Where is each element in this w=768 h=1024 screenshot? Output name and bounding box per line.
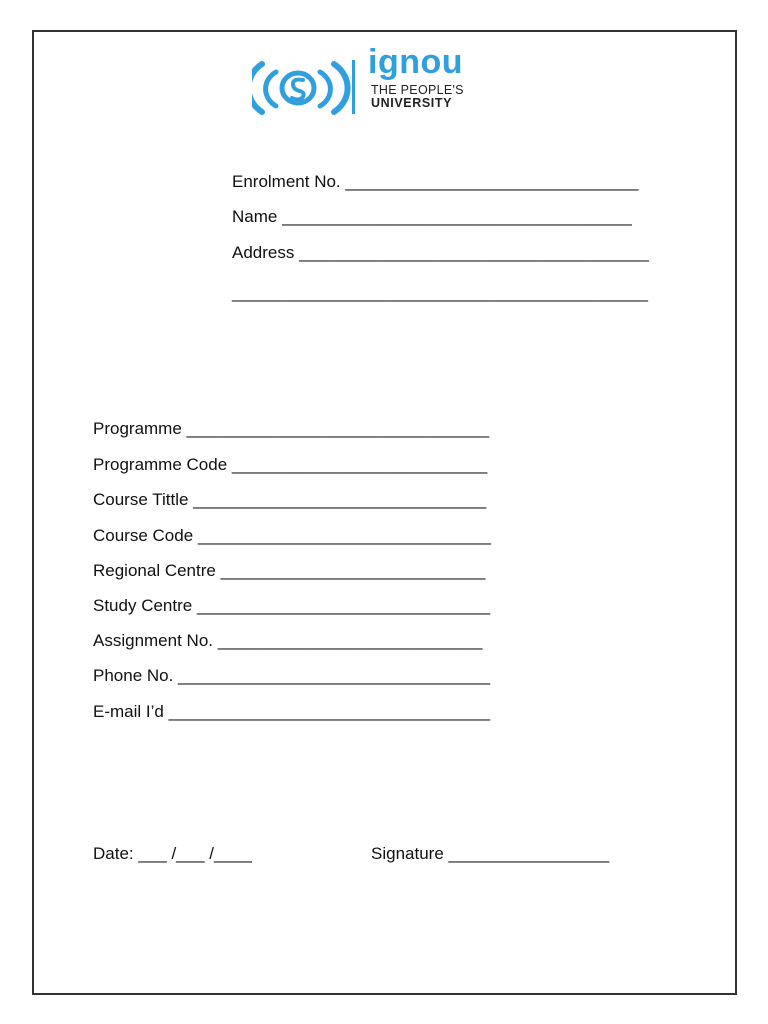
logo-wordmark: ignou	[368, 43, 464, 81]
signature-field[interactable]: Signature _________________	[371, 844, 610, 863]
regional-centre-field[interactable]: Regional Centre ____________________________	[93, 561, 486, 580]
logo-tagline-university: UNIVERSITY	[371, 96, 453, 110]
assignment-no-field[interactable]: Assignment No. ____________________________	[93, 631, 483, 650]
ignou-logo	[252, 43, 494, 130]
name-field[interactable]: Name _____________________________________	[232, 207, 632, 226]
phone-no-field[interactable]: Phone No. _________________________________	[93, 666, 491, 685]
programme-code-field[interactable]: Programme Code ___________________________	[93, 455, 488, 474]
address-field[interactable]: Address _____________________________________	[232, 243, 649, 262]
logo-tagline-peoples: THE PEOPLE'S	[371, 83, 464, 97]
study-centre-field[interactable]: Study Centre _______________________________	[93, 596, 491, 615]
course-title-field[interactable]: Course Tittle _______________________________	[93, 490, 487, 509]
programme-field[interactable]: Programme ________________________________	[93, 419, 490, 438]
address-continuation-field[interactable]: ____________________________________________	[232, 283, 649, 302]
ignou-emblem-icon	[252, 50, 360, 130]
email-id-field[interactable]: E-mail I’d __________________________________	[93, 702, 491, 721]
enrolment-no-field[interactable]: Enrolment No. _______________________________	[232, 172, 639, 191]
course-code-field[interactable]: Course Code _______________________________	[93, 526, 491, 545]
date-field[interactable]: Date: ___ /___ /____	[93, 844, 252, 863]
